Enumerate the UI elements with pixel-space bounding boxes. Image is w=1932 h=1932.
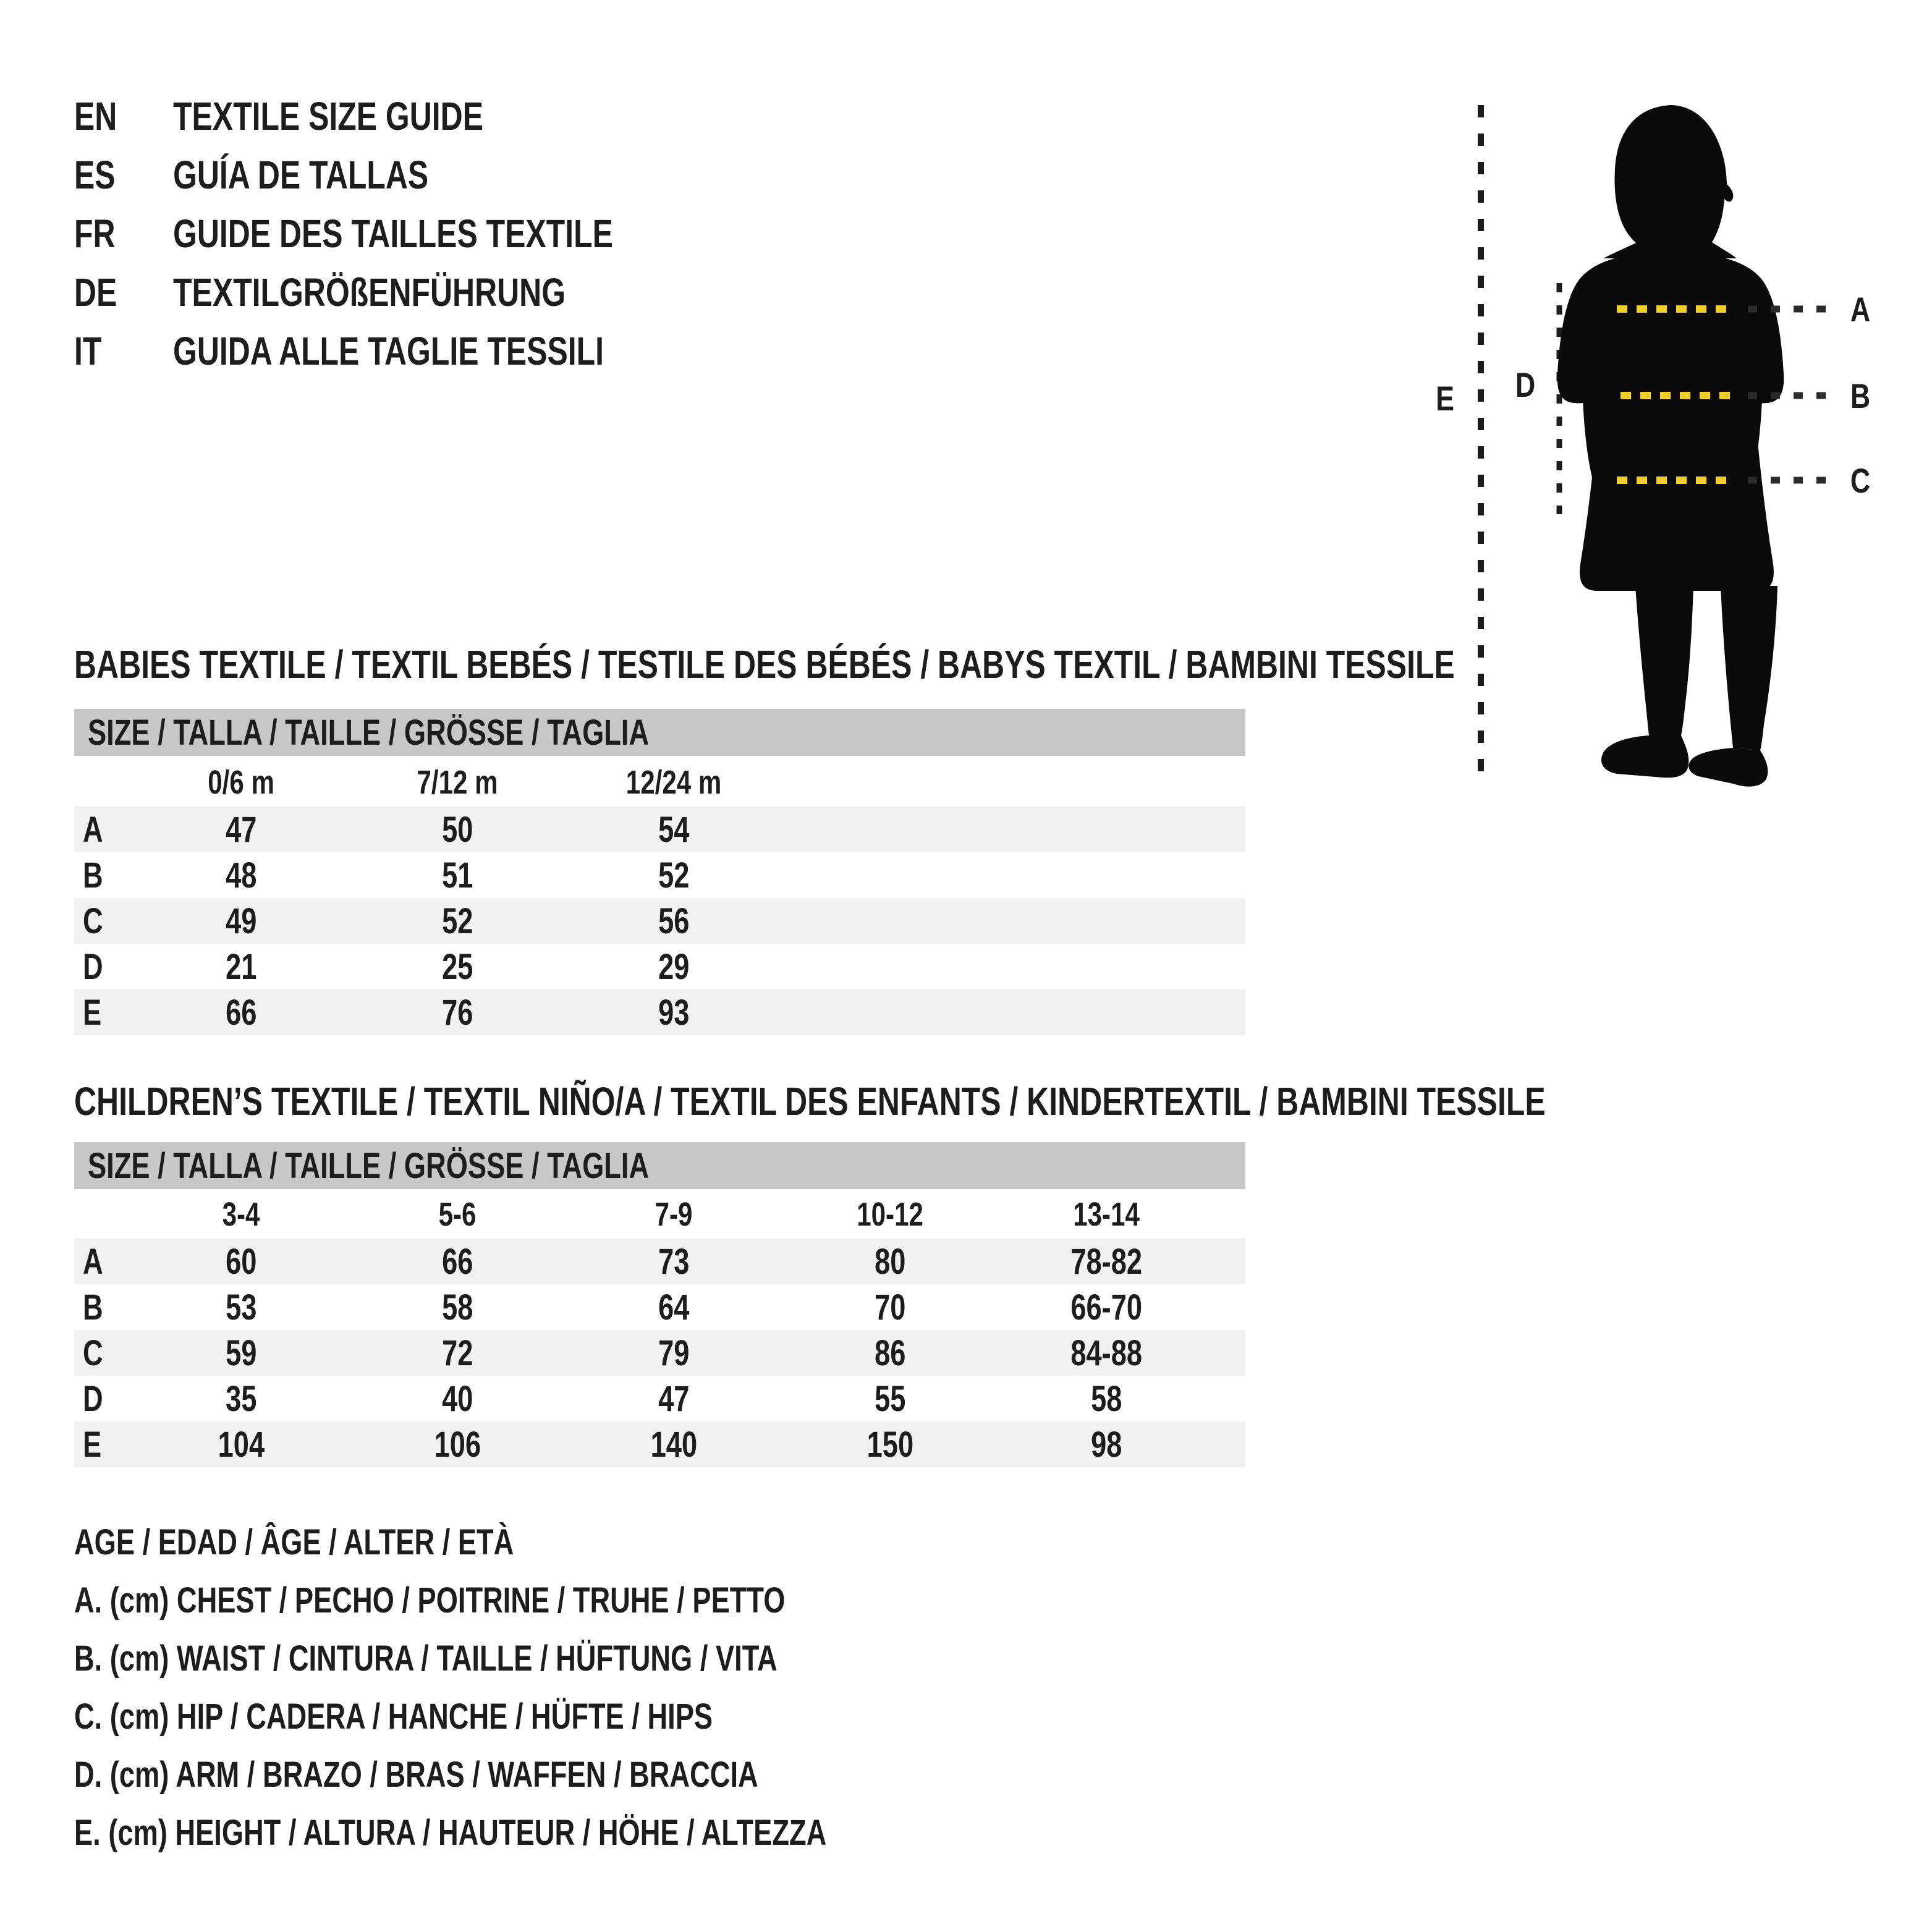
silhouette-torso-shorts	[1580, 381, 1774, 591]
cell-value: 59	[225, 1332, 257, 1373]
children-size-header-bar: SIZE / TALLA / TAILLE / GRÖSSE / TAGLIA	[74, 1142, 1245, 1189]
table-row	[74, 898, 1245, 944]
babies-size-header-bar: SIZE / TALLA / TAILLE / GRÖSSE / TAGLIA	[74, 709, 1245, 756]
cell-value: 60	[225, 1241, 257, 1282]
table-header-row	[74, 758, 1245, 807]
cell-value: 35	[225, 1378, 257, 1419]
lang-code: IT	[74, 328, 102, 373]
column-header: 7-9	[655, 1196, 693, 1233]
table-row	[74, 1330, 1245, 1376]
cell-value: 80	[874, 1241, 906, 1282]
cell-value: 104	[218, 1424, 265, 1465]
row-label: B	[83, 855, 103, 896]
cell-value: 21	[225, 946, 257, 987]
row-label: D	[83, 1378, 103, 1419]
table-row	[74, 1239, 1245, 1284]
cell-value: 52	[658, 855, 690, 896]
cell-value: 106	[434, 1424, 481, 1465]
babies-section-heading: BABIES TEXTILE / TEXTIL BEBÉS / TESTILE DES BÉBÉS / BABYS TEXTIL / BAMBINI TESSILE	[74, 642, 1455, 687]
cell-value: 56	[658, 900, 690, 941]
column-header: 5-6	[438, 1196, 477, 1233]
label-hip-c: C	[1850, 461, 1871, 501]
table-row	[74, 852, 1245, 898]
cell-value: 84-88	[1070, 1332, 1142, 1373]
lang-code: ES	[74, 152, 116, 197]
cell-value: 52	[441, 900, 473, 941]
label-chest-a: A	[1850, 290, 1871, 329]
children-size-table	[74, 1190, 1245, 1467]
cell-value: 64	[658, 1287, 690, 1328]
cell-value: 66	[225, 992, 257, 1033]
lang-row-fr	[74, 204, 737, 263]
guide-title: GUÍA DE TALLAS	[173, 152, 429, 197]
column-header: 0/6 m	[208, 764, 274, 801]
column-header: 3-4	[222, 1196, 260, 1233]
silhouette-left-shoe	[1601, 735, 1688, 777]
cell-value: 98	[1090, 1424, 1122, 1465]
silhouette-shirt	[1557, 252, 1784, 403]
table-row	[74, 807, 1245, 852]
cell-value: 48	[225, 855, 257, 896]
table-row	[74, 989, 1245, 1035]
children-section-heading: CHILDREN’S TEXTILE / TEXTIL NIÑO/A / TEXTIL DES ENFANTS / KINDERTEXTIL / BAMBINI TESSILE	[74, 1079, 1546, 1124]
label-arm-d: D	[1515, 365, 1536, 405]
cell-value: 40	[441, 1378, 473, 1419]
cell-value: 78-82	[1070, 1241, 1142, 1282]
guide-title: GUIDE DES TAILLES TEXTILE	[173, 211, 613, 256]
row-label: A	[83, 1241, 103, 1282]
legend-line-age: AGE / EDAD / ÂGE / ALTER / ETÀ	[74, 1522, 514, 1562]
language-title-list	[74, 87, 737, 380]
cell-value: 49	[225, 900, 257, 941]
guide-title: TEXTILGRÖßENFÜHRUNG	[173, 269, 566, 315]
cell-value: 47	[225, 809, 257, 850]
child-silhouette-figure	[1391, 37, 1932, 803]
cell-value: 50	[441, 809, 473, 850]
row-label: C	[83, 1332, 103, 1373]
column-header: 12/24 m	[625, 764, 722, 801]
lang-row-es	[74, 145, 737, 204]
guide-title: TEXTILE SIZE GUIDE	[173, 93, 484, 138]
cell-value: 150	[866, 1424, 913, 1465]
cell-value: 25	[441, 946, 473, 987]
babies-size-table	[74, 758, 1245, 1035]
cell-value: 86	[874, 1332, 906, 1373]
label-waist-b: B	[1850, 376, 1871, 416]
measurement-legend	[74, 1513, 1039, 1862]
label-height-e: E	[1436, 379, 1454, 418]
legend-line-hip: C. (cm) HIP / CADERA / HANCHE / HÜFTE / HIPS	[74, 1696, 713, 1737]
cell-value: 140	[650, 1424, 697, 1465]
legend-line-height: E. (cm) HEIGHT / ALTURA / HAUTEUR / HÖHE / ALTEZZA	[74, 1812, 827, 1853]
guide-title: GUIDA ALLE TAGLIE TESSILI	[173, 328, 604, 373]
table-header-row	[74, 1190, 1245, 1239]
cell-value: 66	[441, 1241, 473, 1282]
lang-code: DE	[74, 269, 117, 315]
lang-row-de	[74, 263, 737, 321]
row-label: A	[83, 809, 103, 850]
table-row	[74, 1421, 1245, 1467]
table-row	[74, 944, 1245, 989]
cell-value: 51	[441, 855, 473, 896]
lang-row-en	[74, 87, 737, 145]
lang-row-it	[74, 321, 737, 380]
cell-value: 76	[441, 992, 473, 1033]
row-label: E	[83, 992, 102, 1033]
cell-value: 58	[441, 1287, 473, 1328]
cell-value: 93	[658, 992, 690, 1033]
cell-value: 58	[1090, 1378, 1122, 1419]
lang-code: EN	[74, 93, 117, 138]
column-header: 10-12	[857, 1196, 923, 1233]
cell-value: 73	[658, 1241, 690, 1282]
lang-code: FR	[74, 211, 116, 256]
cell-value: 47	[658, 1378, 690, 1419]
cell-value: 53	[225, 1287, 257, 1328]
silhouette-head	[1603, 105, 1737, 258]
cell-value: 72	[441, 1332, 473, 1373]
table-row	[74, 1376, 1245, 1421]
cell-value: 66-70	[1070, 1287, 1142, 1328]
legend-line-chest: A. (cm) CHEST / PECHO / POITRINE / TRUHE / PETTO	[74, 1580, 786, 1621]
row-label: C	[83, 900, 103, 941]
row-label: B	[83, 1287, 103, 1328]
legend-line-arm: D. (cm) ARM / BRAZO / BRAS / WAFFEN / BRACCIA	[74, 1754, 758, 1795]
cell-value: 29	[658, 946, 690, 987]
row-label: D	[83, 946, 103, 987]
table-row	[74, 1284, 1245, 1330]
row-label: E	[83, 1424, 102, 1465]
cell-value: 55	[874, 1378, 906, 1419]
legend-line-waist: B. (cm) WAIST / CINTURA / TAILLE / HÜFTUNG / VITA	[74, 1638, 777, 1679]
column-header: 13-14	[1073, 1196, 1140, 1233]
cell-value: 70	[874, 1287, 906, 1328]
cell-value: 54	[658, 809, 690, 850]
column-header: 7/12 m	[417, 764, 498, 801]
cell-value: 79	[658, 1332, 690, 1373]
silhouette-right-shoe	[1688, 748, 1768, 787]
